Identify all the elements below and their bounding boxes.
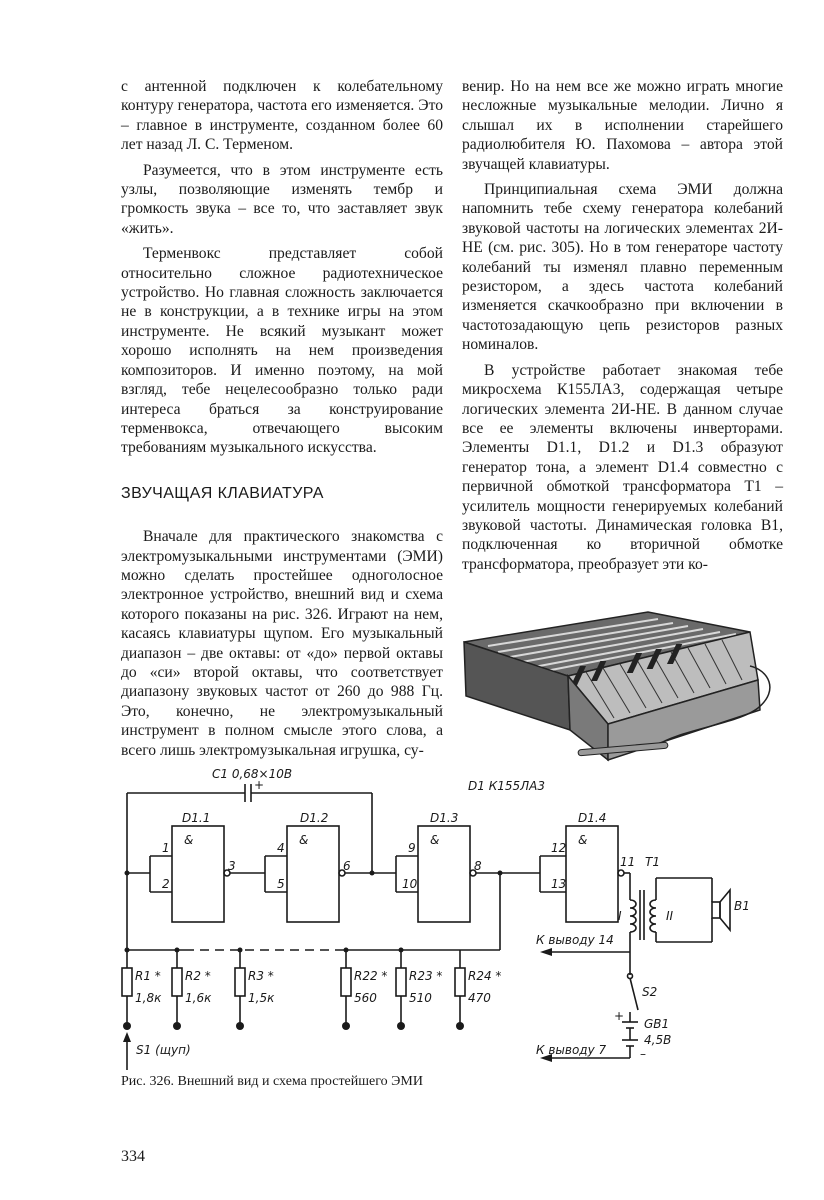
right-column (462, 77, 783, 580)
pin-label: 1 (162, 841, 170, 855)
pin-label: 10 (402, 877, 418, 891)
gate-label: D1.2 (300, 811, 329, 825)
pin-label: 5 (277, 877, 285, 891)
page-number: 334 (121, 1148, 145, 1165)
paragraph: Принципиальная схема ЭМИ должна напомнить тебе схему генератора колебаний звуковой частоты на логических элементах 2И-НЕ (см. рис. 305). Но в том генераторе частоту колебаний ты изменял плавно переменным резистором, а здесь частота колебаний изменяется скачкообразно при включении в частотозадающую цепь резисторов разных номиналов. (462, 181, 783, 354)
gb-minus: – (640, 1047, 646, 1061)
resistor-label: R3 * (248, 969, 274, 983)
gate-symbol: & (578, 833, 588, 847)
resistor-value: 1,5к (248, 991, 275, 1005)
pin-label: 12 (551, 841, 567, 855)
winding-2-label: II (666, 909, 674, 923)
pin14-label: К выводу 14 (536, 933, 614, 947)
pin-label: 3 (228, 859, 236, 873)
figure-caption: Рис. 326. Внешний вид и схема простейшего ЭМИ (121, 1074, 423, 1089)
resistor-value: 1,6к (185, 991, 212, 1005)
paragraph: Терменвокс представляет собой относительно сложное радиотехническое устройство. Но главная сложность заключается не в конструкции, а в технике игры на этом инструменте. Не всякий музыкант может хорошо исполнять на нем произведения композиторов. И именно поэтому, на мой взгляд, тебе нецелесообразно только ради интереса браться за конструирование терменвокса, отвечающего высоким требованиям музыкального искусства. (121, 245, 443, 457)
pin-label: 8 (474, 859, 482, 873)
resistor-label: R1 * (135, 969, 161, 983)
gate-symbol: & (299, 833, 309, 847)
resistor-label: R2 * (185, 969, 211, 983)
paragraph: В устройстве работает знакомая тебе микросхема К155ЛА3, содержащая четыре логических элемента 2И-НЕ. В данном случае все ее элементы включены инверторами. Элементы D1.1, D1.2 и D1.3 образуют генератор тона, а элемент D1.4 совместно с первичной обмоткой трансформатора Т1 – усилитель мощности генерируемых колебаний звуковой частоты. Динамическая головка В1, подключенная ко вторичной обмотке трансформатора, преобразует эти ко- (462, 361, 783, 573)
pin-label: 2 (162, 877, 170, 891)
resistor-value: 1,8к (135, 991, 162, 1005)
left-column (121, 77, 443, 766)
t1-label: Т1 (645, 855, 660, 869)
resistor-label: R24 * (468, 969, 502, 983)
gate-symbol: & (184, 833, 194, 847)
winding-1-label: I (618, 909, 622, 923)
c1-plus: + (254, 778, 265, 792)
d1-label: D1 К155ЛА3 (468, 779, 545, 793)
resistor-label: R23 * (409, 969, 443, 983)
section-heading: ЗВУЧАЩАЯ КЛАВИАТУРА (121, 484, 324, 502)
resistor-label: R22 * (354, 969, 388, 983)
c1-label: C1 0,68×10В (212, 767, 293, 781)
paragraph: Вначале для практического знакомства с электромузыкальными инструментами (ЭМИ) можно сделать простейшее одноголосное электронное устройство, внешний вид и схема которого показаны на рис. 326. Играют на нем, касаясь клавиатуры щупом. Его музыкальный диапазон – две октавы: от «до» первой октавы до «си» второй октавы, что соответствует диапазону звуковых частот от 260 до 988 Гц. Это, конечно, не электромузыкальный инструмент в полном смысле этого слова, а всего лишь электромузыкальная игрушка, су- (121, 528, 443, 759)
paragraph: с антенной подключен к колебательному контуру генератора, частота его изменяется. Это – главное в инструменте, созданном более 60 лет назад Л. С. Терменом. (121, 78, 443, 154)
circuit-schematic (100, 760, 800, 1070)
pin-label: 13 (551, 877, 567, 891)
paragraph: Разумеется, что в этом инструменте есть узлы, позволяющие изменять тембр и громкость звука – все то, что заставляет звук «жить». (121, 161, 443, 237)
gb1-label: GB1 (644, 1017, 670, 1031)
pin-label: 11 (620, 855, 636, 869)
gate-label: D1.3 (430, 811, 459, 825)
pin-label: 9 (408, 841, 416, 855)
pin-label: 6 (343, 859, 351, 873)
s2-label: S2 (642, 985, 658, 999)
gb-plus: + (614, 1009, 625, 1023)
gate-label: D1.1 (182, 811, 211, 825)
s1-label: S1 (щуп) (136, 1043, 191, 1057)
gb1-value: 4,5В (644, 1033, 672, 1047)
gate-symbol: & (430, 833, 440, 847)
paragraph: венир. Но на нем все же можно играть многие несложные музыкальные мелодии. Лично я слышал их в исполнении старейшего радиолюбителя Ю. Пахомова – автора этой звучащей клавиатуры. (462, 78, 783, 173)
resistor-value: 560 (354, 991, 377, 1005)
resistor-value: 510 (409, 991, 432, 1005)
pin7-label: К выводу 7 (536, 1043, 607, 1057)
pin-label: 4 (277, 841, 285, 855)
keyboard-device-illustration (458, 606, 786, 766)
resistor-value: 470 (468, 991, 491, 1005)
b1-label: В1 (734, 899, 750, 913)
gate-label: D1.4 (578, 811, 607, 825)
